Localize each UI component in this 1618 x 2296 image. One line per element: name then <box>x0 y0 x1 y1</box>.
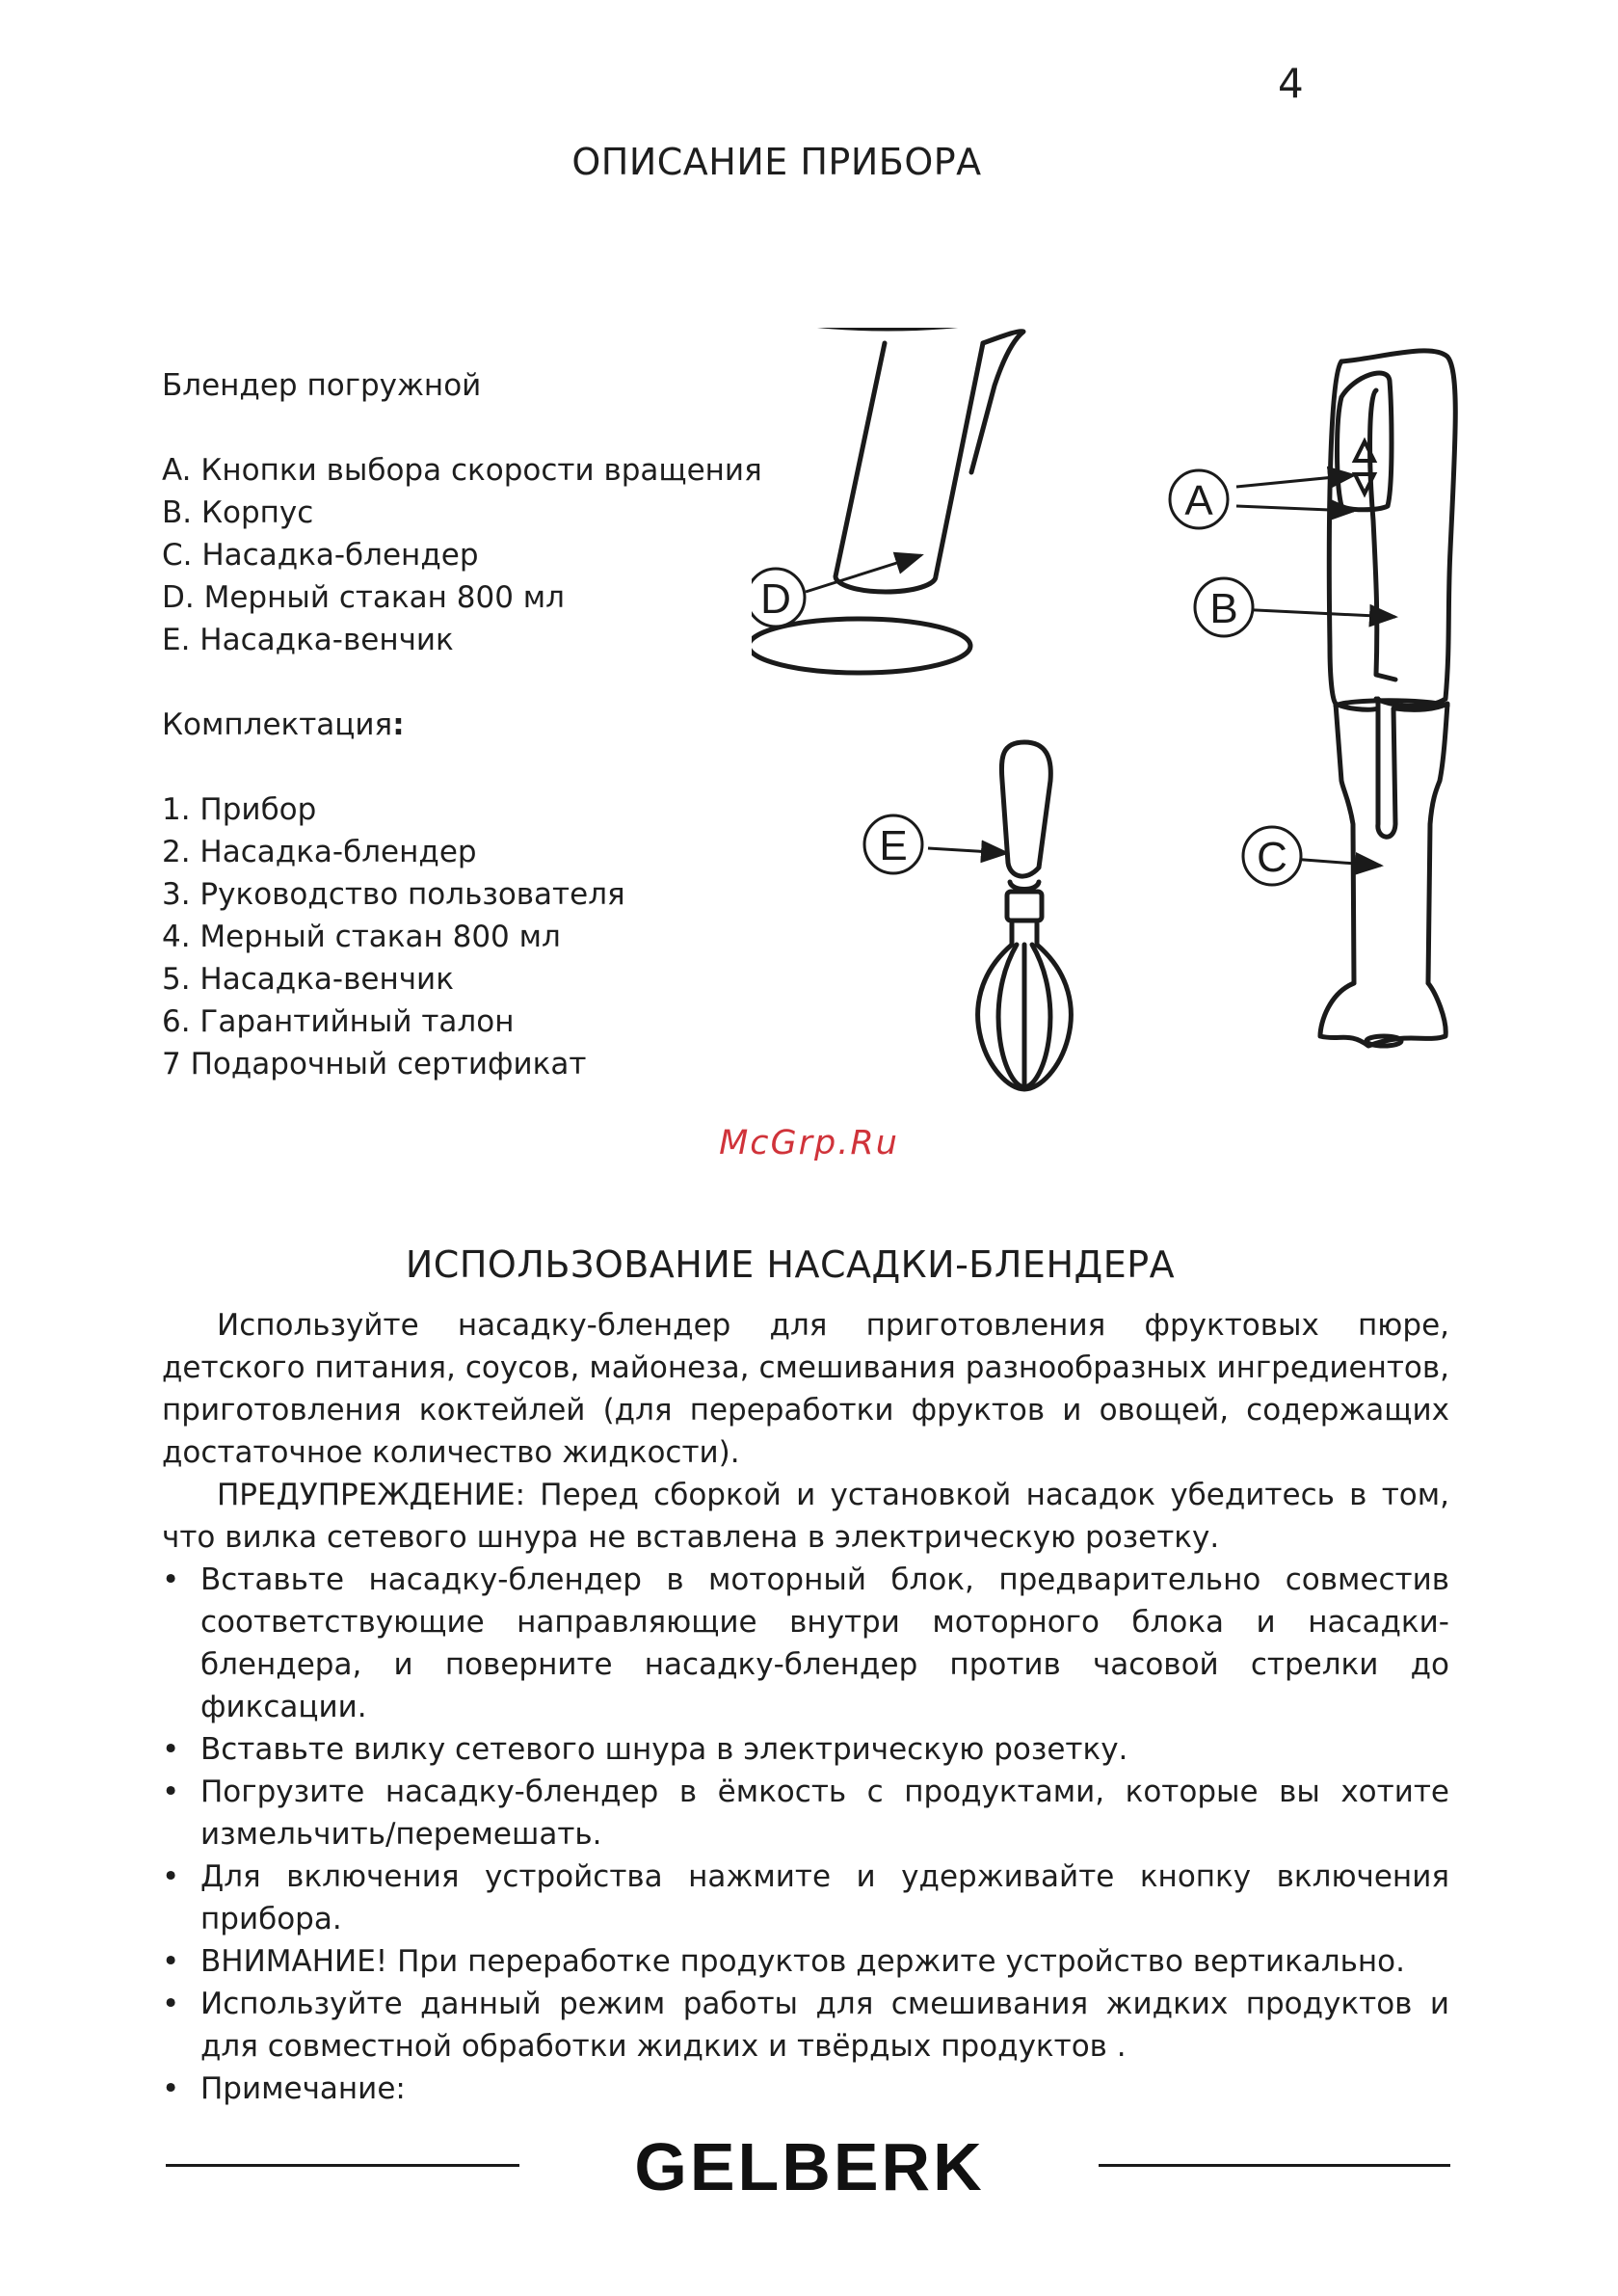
part-item-a: A. Кнопки выбора скорости вращения <box>162 453 762 488</box>
watermark: McGrp.Ru <box>719 1124 899 1162</box>
product-name: Блендер погружной <box>162 368 482 403</box>
kit-item: 6. Гарантийный талон <box>162 1004 515 1039</box>
kit-item: 7 Подарочный сертификат <box>162 1047 587 1081</box>
arrow-b-icon <box>1236 609 1395 617</box>
blender-body-icon <box>1320 351 1455 1046</box>
kit-item: 3. Руководство пользователя <box>162 877 625 912</box>
kit-item: 4. Мерный стакан 800 мл <box>162 920 561 954</box>
brand-logo: GELBERK <box>634 2129 985 2204</box>
arrow-a2-icon <box>1236 506 1354 511</box>
label-c: C <box>1257 834 1287 881</box>
arrow-c-icon <box>1291 859 1381 866</box>
list-item <box>162 1940 1449 1983</box>
kit-item: 2. Насадка-блендер <box>162 835 477 869</box>
list-item-text: Для включения устройства нажмите и удерживайте кнопку включения прибора. <box>200 1859 1449 1936</box>
kit-item: 1. Прибор <box>162 792 317 827</box>
bullet-icon: • <box>162 1859 180 1894</box>
part-item-d: D. Мерный стакан 800 мл <box>162 580 565 615</box>
arrow-d-icon <box>806 555 921 592</box>
kit-colon: : <box>392 707 405 742</box>
label-b: B <box>1209 585 1238 632</box>
part-item-c: C. Насадка-блендер <box>162 538 479 573</box>
device-diagram <box>752 328 1523 1128</box>
kit-title: Комплектация <box>162 707 393 742</box>
list-item-text: ВНИМАНИЕ! При переработке продуктов держите устройство вертикально. <box>200 1944 1405 1979</box>
arrow-e-icon <box>928 848 1007 853</box>
bullet-icon: • <box>162 1562 180 1597</box>
warning-paragraph: ПРЕДУПРЕЖДЕНИЕ: Перед сборкой и установкой насадок убедитесь в том, что вилка сетевого шнура не вставлена в электрическую розетку. <box>162 1478 1449 1555</box>
label-a: A <box>1184 477 1213 524</box>
bullet-icon: • <box>162 1987 180 2021</box>
instruction-list <box>162 1559 1449 2110</box>
bullet-icon: • <box>162 1732 180 1767</box>
label-d: D <box>760 575 791 623</box>
kit-heading <box>162 704 762 746</box>
page-number: 4 <box>1278 60 1304 107</box>
list-item-text: Вставьте вилку сетевого шнура в электрическую розетку. <box>200 1732 1128 1767</box>
section-title-description: ОПИСАНИЕ ПРИБОРА <box>571 141 982 183</box>
description-block <box>162 364 762 1085</box>
list-item-text: Вставьте насадку-блендер в моторный блок, предварительно совместив соответствующие направляющие внутри моторного блока и насадки-блендера, и поверните насадку-блендер против часовой стрелки до фиксации. <box>200 1562 1449 1724</box>
list-item <box>162 1855 1449 1940</box>
bullet-icon: • <box>162 1775 180 1809</box>
part-item-e: E. Насадка-венчик <box>162 623 454 657</box>
section-title-usage: ИСПОЛЬЗОВАНИЕ НАСАДКИ-БЛЕНДЕРА <box>405 1243 1176 1286</box>
list-item-text: Примечание: <box>200 2071 406 2106</box>
label-e: E <box>879 822 908 869</box>
whisk-attachment-icon <box>978 742 1072 1089</box>
list-item-text: Используйте данный режим работы для смешивания жидких продуктов и для совместной обработки жидких и твёрдых продуктов . <box>200 1987 1449 2064</box>
bullet-icon: • <box>162 2071 180 2106</box>
list-item-text: Погрузите насадку-блендер в ёмкость с продуктами, которые вы хотите измельчить/перемешать. <box>200 1775 1449 1852</box>
list-item <box>162 2068 1449 2110</box>
footer-divider-left <box>166 2164 519 2167</box>
list-item <box>162 1728 1449 1771</box>
list-item <box>162 1983 1449 2068</box>
kit-item: 5. Насадка-венчик <box>162 962 454 997</box>
bullet-icon: • <box>162 1944 180 1979</box>
list-item <box>162 1559 1449 1728</box>
list-item <box>162 1771 1449 1855</box>
footer-divider-right <box>1099 2164 1450 2167</box>
usage-paragraph: Используйте насадку-блендер для приготовления фруктовых пюре, детского питания, соусов, майонеза, смешивания разнообразных ингредиентов, приготовления коктейлей (для переработки фруктов и овощей, содержащих достаточное количество жидкости). <box>162 1308 1449 1470</box>
usage-text <box>162 1304 1449 2110</box>
part-item-b: B. Корпус <box>162 495 314 530</box>
